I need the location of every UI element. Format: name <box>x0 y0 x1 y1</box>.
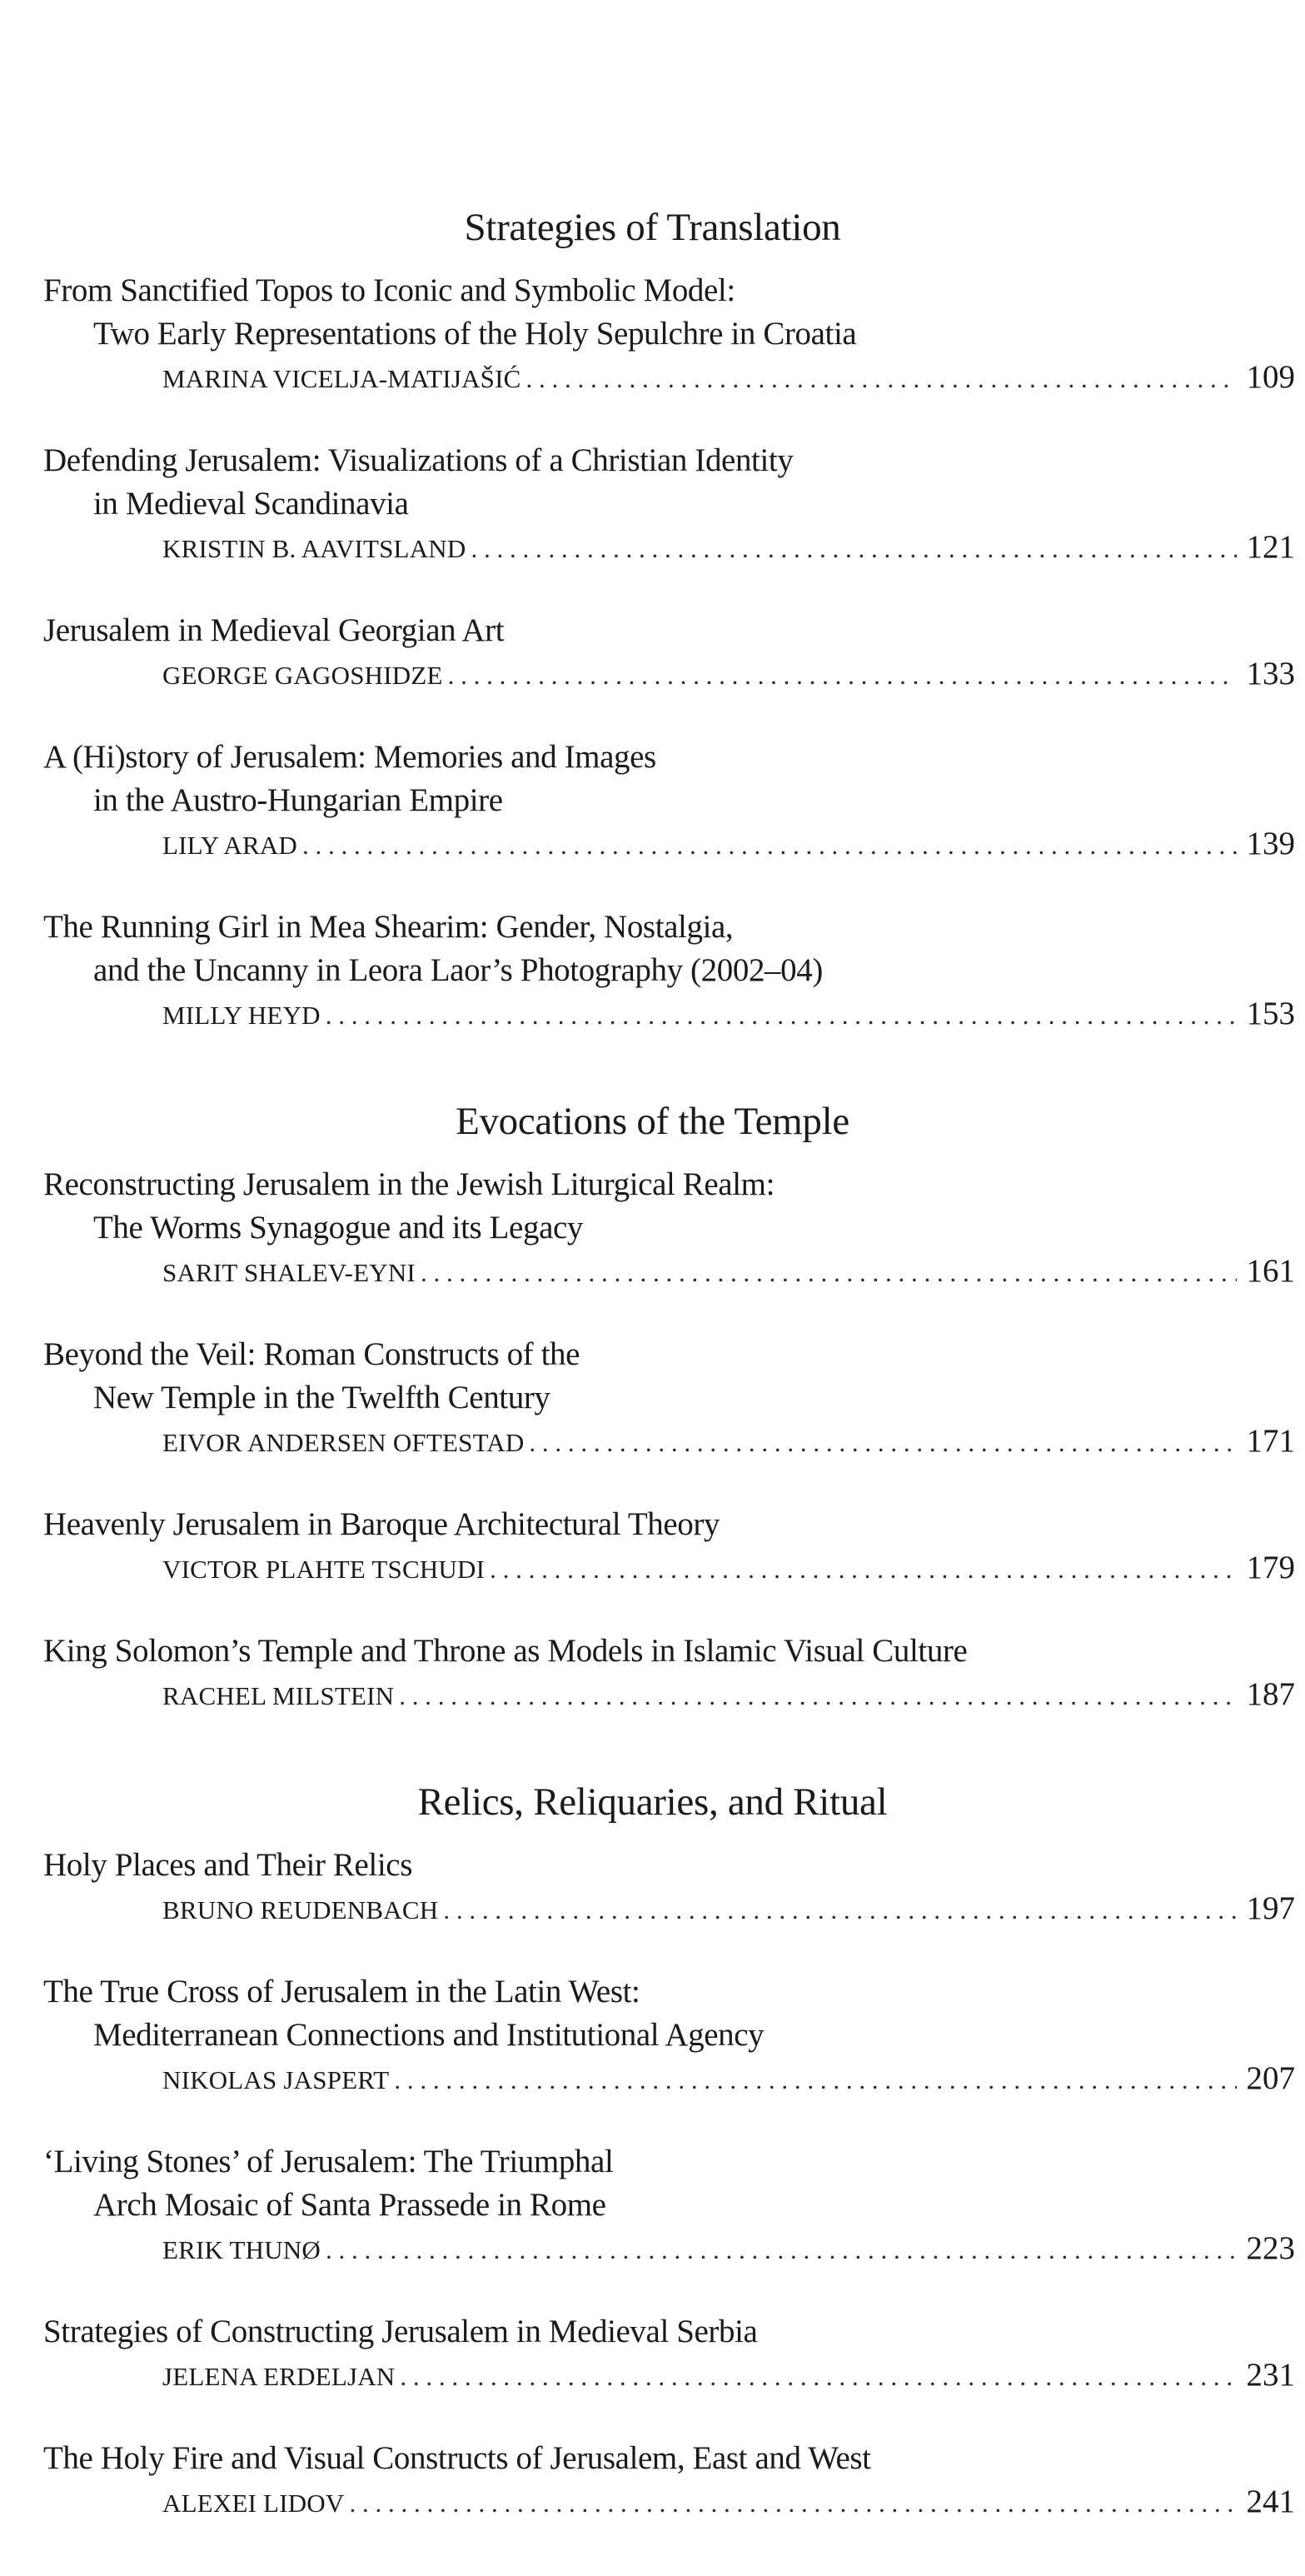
section-evocations-of-the-temple <box>0 1098 1305 1716</box>
author-name: BRUNO REUDENBACH <box>162 1895 439 1925</box>
dot-leader <box>399 1675 1237 1718</box>
author-line <box>43 992 1295 1036</box>
author-name: NIKOLAS JASPERT <box>162 2065 390 2094</box>
entry-title-line: New Temple in the Twelfth Century <box>93 1380 550 1415</box>
entry-title-line: The Worms Synagogue and its Legacy <box>93 1210 583 1246</box>
entry-title-line: The Running Girl in Mea Shearim: Gender, Nostalgia, <box>43 909 734 945</box>
entry-title-line: Mediterranean Connections and Institutional Agency <box>93 2017 765 2053</box>
toc-entry[interactable] <box>43 1333 1295 1463</box>
dot-leader <box>349 2482 1237 2525</box>
dot-leader <box>471 527 1237 571</box>
dot-leader <box>400 2355 1237 2399</box>
entry-title-line: in Medieval Scandinavia <box>93 486 409 522</box>
author-name: MARINA VICELJA-MATIJAŠIĆ <box>162 364 521 393</box>
author-name: RACHEL MILSTEIN <box>162 1681 395 1710</box>
page-number: 121 <box>1246 529 1295 565</box>
page-number: 139 <box>1246 826 1295 861</box>
toc-entry[interactable] <box>43 1844 1295 1930</box>
section-heading: Strategies of Translation <box>464 206 841 249</box>
author-line <box>43 2354 1295 2397</box>
section-heading: Evocations of the Temple <box>456 1100 849 1143</box>
entry-title-line: Beyond the Veil: Roman Constructs of the <box>43 1336 580 1372</box>
section-strategies-of-translation <box>0 204 1305 1036</box>
entry-title-line: King Solomon’s Temple and Throne as Models in Islamic Visual Culture <box>43 1633 968 1669</box>
section-relics-reliquaries-and-ritual <box>0 1779 1305 2524</box>
dot-leader <box>302 824 1237 867</box>
dot-leader <box>326 2229 1237 2272</box>
dot-leader <box>421 1251 1237 1295</box>
dot-leader <box>529 1421 1237 1465</box>
toc-entry[interactable] <box>43 609 1295 696</box>
page-number: 197 <box>1246 1890 1295 1926</box>
page-number: 179 <box>1246 1550 1295 1585</box>
entry-title-line: Arch Mosaic of Santa Prassede in Rome <box>93 2187 606 2223</box>
entry-title-line: Two Early Representations of the Holy Sepulchre in Croatia <box>93 316 857 352</box>
page-number: 223 <box>1246 2230 1295 2266</box>
entry-title-line: The Holy Fire and Visual Constructs of Jerusalem, East and West <box>43 2440 871 2476</box>
entry-title-line: and the Uncanny in Leora Laor’s Photography (2002–04) <box>93 952 823 988</box>
author-line <box>43 1420 1295 1463</box>
author-name: LILY ARAD <box>162 831 298 860</box>
toc-entry[interactable] <box>43 269 1295 399</box>
author-name: ALEXEI LIDOV <box>162 2489 345 2518</box>
entry-title-line: ‘Living Stones’ of Jerusalem: The Triumphal <box>43 2144 614 2179</box>
page-number: 133 <box>1246 656 1295 691</box>
page-number: 187 <box>1246 1676 1295 1712</box>
author-name: JELENA ERDELJAN <box>162 2362 396 2391</box>
dot-leader <box>526 357 1237 401</box>
entry-title-line: Holy Places and Their Relics <box>43 1847 412 1883</box>
author-line <box>43 1250 1295 1293</box>
author-line <box>43 2227 1295 2270</box>
page-number: 171 <box>1246 1423 1295 1459</box>
entry-title-line: Heavenly Jerusalem in Baroque Architectural Theory <box>43 1506 720 1542</box>
entry-title-line: Reconstructing Jerusalem in the Jewish Liturgical Realm: <box>43 1166 775 1202</box>
page-number: 231 <box>1246 2357 1295 2393</box>
author-name: MILLY HEYD <box>162 1001 321 1030</box>
author-line <box>43 822 1295 866</box>
toc-entry[interactable] <box>43 2140 1295 2270</box>
toc-entry[interactable] <box>43 1163 1295 1293</box>
toc-entry[interactable] <box>43 1630 1295 1716</box>
author-line <box>43 2480 1295 2524</box>
entry-title-line: Jerusalem in Medieval Georgian Art <box>43 612 505 648</box>
dot-leader <box>490 1548 1237 1591</box>
page-number: 241 <box>1246 2484 1295 2519</box>
toc-entry[interactable] <box>43 1503 1295 1590</box>
entry-title-line: The True Cross of Jerusalem in the Latin West: <box>43 1974 640 2009</box>
entry-title-line: Defending Jerusalem: Visualizations of a Christian Identity <box>43 442 794 478</box>
entry-title-line: From Sanctified Topos to Iconic and Symbolic Model: <box>43 272 735 308</box>
entry-title-line: Strategies of Constructing Jerusalem in Medieval Serbia <box>43 2314 758 2349</box>
dot-leader <box>448 654 1237 697</box>
page-number: 161 <box>1246 1253 1295 1289</box>
toc-entry[interactable] <box>43 906 1295 1036</box>
toc-entry[interactable] <box>43 439 1295 569</box>
author-line <box>43 1673 1295 1716</box>
page-number: 109 <box>1246 359 1295 395</box>
author-name: ERIK THUNØ <box>162 2235 321 2264</box>
toc-entry[interactable] <box>43 1970 1295 2100</box>
dot-leader <box>326 994 1237 1037</box>
entry-title-line: in the Austro-Hungarian Empire <box>93 782 503 818</box>
toc-entry[interactable] <box>43 2310 1295 2397</box>
author-name: SARIT SHALEV-EYNI <box>162 1258 416 1287</box>
author-line <box>43 356 1295 399</box>
page-number: 207 <box>1246 2060 1295 2096</box>
toc-entry[interactable] <box>43 2437 1295 2524</box>
entry-title-line: A (Hi)story of Jerusalem: Memories and Images <box>43 739 656 775</box>
author-name: VICTOR PLAHTE TSCHUDI <box>162 1555 486 1584</box>
author-name: GEORGE GAGOSHIDZE <box>162 661 443 690</box>
author-line <box>43 526 1295 569</box>
author-name: KRISTIN B. AAVITSLAND <box>162 534 466 563</box>
dot-leader <box>443 1889 1237 1932</box>
page-number: 153 <box>1246 996 1295 1031</box>
author-line <box>43 1546 1295 1590</box>
author-line <box>43 1887 1295 1930</box>
dot-leader <box>394 2059 1237 2102</box>
author-name: EIVOR ANDERSEN OFTESTAD <box>162 1428 525 1457</box>
author-line <box>43 652 1295 696</box>
toc-entry[interactable] <box>43 736 1295 866</box>
author-line <box>43 2057 1295 2100</box>
section-heading: Relics, Reliquaries, and Ritual <box>417 1780 888 1824</box>
